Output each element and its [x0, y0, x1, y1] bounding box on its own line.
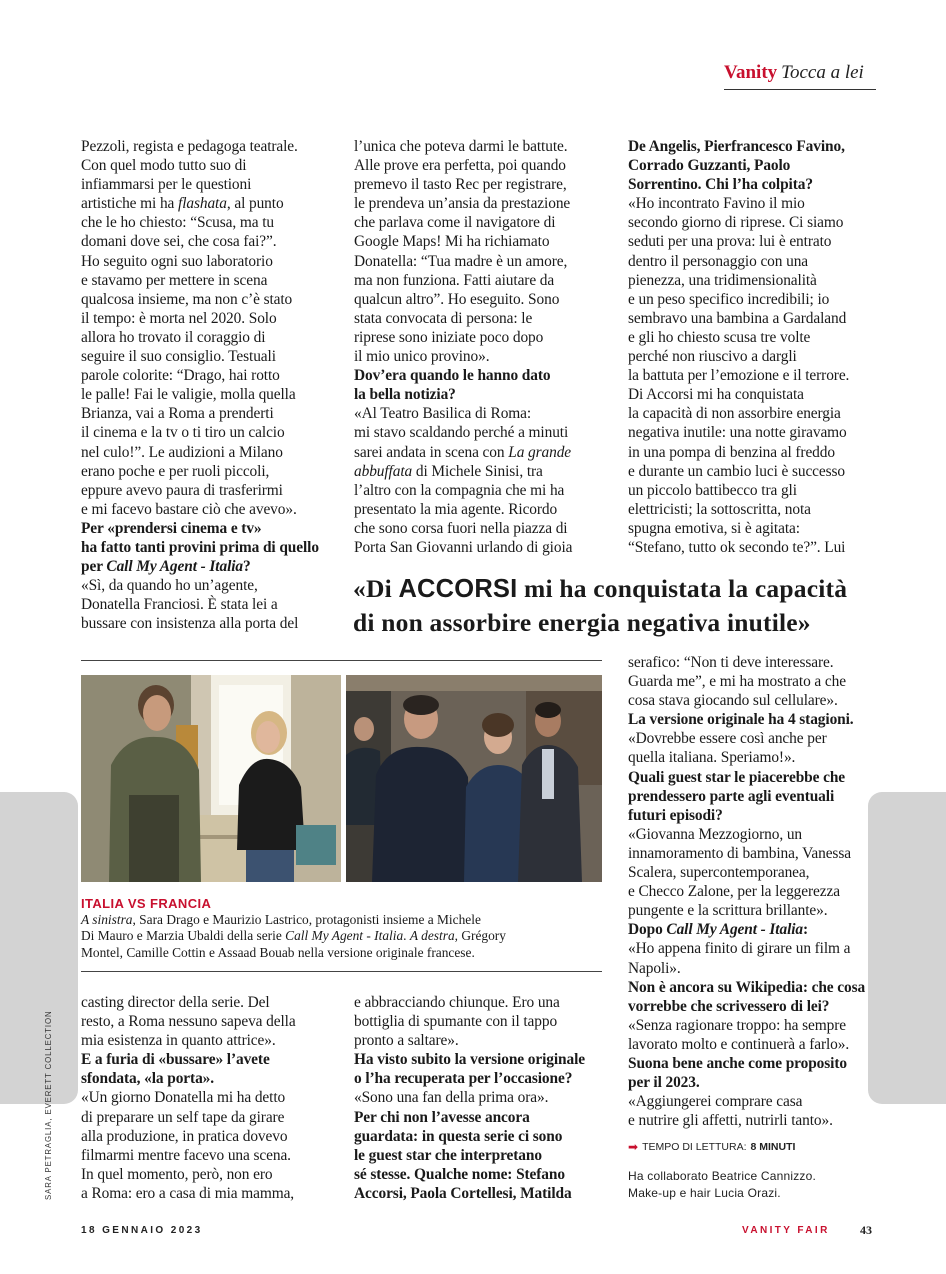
text-line: In quel momento, però, non ero [81, 1165, 273, 1183]
text-line: qualcun altro”. Ho eseguito. Sono [354, 290, 560, 308]
section-header [724, 62, 876, 92]
text-line: Sorrentino. Chi l’ha colpita? [628, 176, 813, 194]
arrow-right-icon: ➡ [628, 1140, 639, 1154]
text-line: nel culo!”. Le audizioni a Milano [81, 443, 283, 461]
text-line: artistiche mi ha flashata, al punto [81, 195, 284, 213]
text-line: premevo il tasto Rec per registrare, [354, 176, 567, 194]
text-line: e durante un cambio luci è successo [628, 462, 846, 480]
text-line: alla produzione, in pratica dovevo [81, 1127, 288, 1145]
text-line: che le ho chiesto: “Scusa, ma tu [81, 214, 274, 232]
caption-text [81, 912, 561, 961]
text-line: il cinema e la tv o ti tiro un calcio [81, 424, 285, 442]
text-line: il mio unico provino». [354, 348, 490, 366]
text-line: allora ho trovato il coraggio di [81, 328, 266, 346]
text-line: domani dove sei, che cosa fai?”. [81, 233, 277, 251]
pull-quote-pre: «Di [353, 574, 399, 603]
text-line: Di Accorsi mi ha conquistata [628, 386, 804, 404]
reading-time-value: 8 MINUTI [750, 1141, 796, 1153]
text-line: la bella notizia? [354, 386, 456, 404]
text-line: Guarda me”, e mi ha mostrato a che [628, 673, 846, 691]
text-line: abbuffata di Michele Sinisi, tra [354, 462, 543, 480]
text-line: un piccolo battibecco tra gli [628, 481, 797, 499]
text-line: perché non riuscivo a dargli [628, 348, 797, 366]
side-tab-right [868, 792, 946, 1104]
text-line: riprese sono iniziate poco dopo [354, 328, 544, 346]
text-line: «Giovanna Mezzogiorno, un [628, 825, 803, 843]
text-line: Alle prove era perfetta, poi quando [354, 157, 566, 175]
footer-date: 18 GENNAIO 2023 [81, 1225, 203, 1236]
pull-quote-line2: di non assorbire energia negativa inutile» [353, 608, 811, 637]
text-line: filmarmi mentre facevo una scena. [81, 1146, 291, 1164]
text-line: Per chi non l’avesse ancora [354, 1108, 530, 1126]
text-line: a Roma: ero a casa di mia mamma, [81, 1184, 295, 1202]
text-line: seguire il suo consiglio. Testuali [81, 348, 276, 366]
text-line: spugna emotiva, si è agitata: [628, 519, 800, 537]
text-line: De Angelis, Pierfrancesco Favino, [628, 138, 845, 155]
text-line: «Ho incontrato Favino il mio [628, 195, 805, 213]
text-line: parole colorite: “Drago, hai rotto [81, 367, 280, 385]
text-line: La versione originale ha 4 stagioni. [628, 711, 854, 729]
text-line: qualcosa insieme, ma non c’è stato [81, 290, 293, 308]
text-line: Porta San Giovanni urlando di gioia [354, 538, 573, 556]
text-line: stata convocata di persona: le [354, 309, 533, 327]
text-line: che parlava come il navigatore di [354, 214, 556, 232]
article-column-3-top [628, 137, 849, 557]
photo-credit: SARA PETRAGLIA, EVERETT COLLECTION [44, 1010, 53, 1200]
photo-bottom-rule [81, 971, 602, 972]
text-line: l’unica che poteva darmi le battute. [354, 138, 568, 155]
text-line: ma non funziona. Fatti aiutare da [354, 271, 555, 289]
text-line: la battuta per l’emozione e il terrore. [628, 367, 850, 385]
text-line: bottiglia di spumante con il tappo [354, 1013, 558, 1031]
text-line: «Aggiungerei comprare casa [628, 1093, 803, 1111]
text-line: e mi facevo bastare ciò che avevo». [81, 500, 297, 518]
text-line: e abbracciando chiunque. Ero una [354, 994, 560, 1011]
text-line: Ha visto subito la versione originale [354, 1051, 586, 1069]
text-line: e gli ho chiesto scusa tre volte [628, 328, 811, 346]
text-line: infiammarsi per le questioni [81, 176, 252, 194]
text-line: eppure avevo paura di trasferirmi [81, 481, 283, 499]
text-line: Accorsi, Paola Cortellesi, Matilda [354, 1184, 572, 1202]
text-line: guardata: in questa serie ci sono [354, 1127, 563, 1145]
collaborator-line: Make-up e hair Lucia Orazi. [628, 1186, 781, 1200]
text-line: secondo giorno di riprese. Ci siamo [628, 214, 844, 232]
text-line: l’altro con la compagnia che mi ha [354, 481, 565, 499]
text-line: Non è ancora su Wikipedia: che cosa [628, 978, 866, 996]
side-tab-left [0, 792, 78, 1104]
text-line: E a furia di «bussare» l’avete [81, 1051, 270, 1069]
text-line: Corrado Guzzanti, Paolo [628, 157, 791, 175]
collaborator-line: Ha collaborato Beatrice Cannizzo. [628, 1169, 817, 1183]
text-line: Pezzoli, regista e pedagoga teatrale. [81, 138, 298, 155]
text-line: Con quel modo tutto suo di [81, 157, 247, 175]
header-rule [724, 89, 876, 90]
text-line: Quali guest star le piacerebbe che [628, 768, 846, 786]
text-line: Suona bene anche come proposito [628, 1054, 847, 1072]
article-column-3-bottom [628, 653, 865, 1130]
text-line: bussare con insistenza alla porta del [81, 615, 299, 633]
article-column-2-top [354, 137, 572, 557]
text-line: Donatella Franciosi. È stata lei a [81, 596, 278, 614]
text-line: le palle! Fai le valigie, molla quella [81, 386, 296, 404]
text-line: cosa stava giocando sul cellulare». [628, 692, 838, 710]
text-line: sarei andata in scena con La grande [354, 443, 572, 461]
text-line: quella italiana. Speriamo!». [628, 749, 796, 767]
text-line: lavorato molto e continuerà a farlo». [628, 1035, 850, 1053]
text-line: o l’ha recuperata per l’occasione? [354, 1070, 573, 1088]
text-line: e Checco Zalone, per la leggerezza [628, 883, 840, 901]
text-line: Scalera, supercontemporanea, [628, 864, 810, 882]
text-line: il tempo: è morta nel 2020. Solo [81, 309, 277, 327]
text-line: e un peso specifico incredibili; io [628, 290, 830, 308]
photo-italian-cast [81, 675, 341, 882]
text-line: e stavamo per mettere in scena [81, 271, 268, 289]
footer-magazine: VANITY FAIR [742, 1225, 830, 1236]
page-number: 43 [860, 1223, 872, 1237]
photo-top-rule [81, 660, 602, 661]
text-line: prendessero parte agli eventuali [628, 787, 835, 805]
article-column-1-bottom [81, 993, 296, 1203]
text-line: «Dovrebbe essere così anche per [628, 730, 827, 748]
text-line: innamoramento di bambina, Vanessa [628, 844, 851, 862]
text-line: le guest star che interpretano [354, 1146, 542, 1164]
pull-quote [353, 572, 883, 639]
text-line: «Sono una fan della prima ora». [354, 1089, 549, 1107]
text-line: resto, a Roma nessuno sapeva della [81, 1013, 296, 1031]
text-line: vorrebbe che scrivessero di lei? [628, 997, 830, 1015]
text-line: sfondata, «la porta». [81, 1070, 215, 1088]
text-line: «Senza ragionare troppo: ha sempre [628, 1016, 846, 1034]
text-line: «Sì, da quando ho un’agente, [81, 577, 258, 595]
text-line: Per «prendersi cinema e tv» [81, 519, 262, 537]
text-line: dentro il personaggio con una [628, 252, 809, 270]
text-line: presentato la mia agente. Ricordo [354, 500, 558, 518]
text-line: di preparare un self tape da girare [81, 1108, 285, 1126]
section-name: Tocca a lei [781, 62, 864, 83]
caption-line: Montel, Camille Cottin e Assaad Bouab nella versione originale francese. [81, 944, 475, 960]
text-line: «Un giorno Donatella mi ha detto [81, 1089, 286, 1107]
text-line: le prendeva un’ansia da prestazione [354, 195, 571, 213]
pull-quote-line1: mi ha conquistata la capacità [517, 574, 848, 603]
text-line: che sono corsa fuori nella piazza di [354, 519, 568, 537]
text-line: casting director della serie. Del [81, 994, 270, 1011]
text-line: sembravo una bambina a Gardaland [628, 309, 847, 327]
article-column-1-top [81, 137, 319, 633]
text-line: Dopo Call My Agent - Italia: [628, 921, 809, 939]
article-column-2-bottom [354, 993, 585, 1203]
caption-line: Di Mauro e Marzia Ubaldi della serie Call My Agent - Italia. A destra, Grégory [81, 928, 506, 944]
text-line: Ho seguito ogni suo laboratorio [81, 252, 273, 270]
text-line: serafico: “Non ti deve interessare. [628, 654, 834, 671]
text-line: “Stefano, tutto ok secondo te?”. Lui [628, 538, 846, 556]
text-line: sé stesse. Qualche nome: Stefano [354, 1165, 565, 1183]
text-line: per il 2023. [628, 1074, 700, 1092]
brand-name: Vanity [724, 62, 778, 83]
reading-time [628, 1140, 795, 1154]
text-line: mi stavo scaldando perché a minuti [354, 424, 569, 442]
text-line: mia esistenza in quanto attrice». [81, 1032, 276, 1050]
text-line: seduti per una prova: lui è entrato [628, 233, 832, 251]
caption-title: ITALIA VS FRANCIA [81, 896, 212, 911]
text-line: Donatella: “Tua madre è un amore, [354, 252, 568, 270]
text-line: per Call My Agent - Italia? [81, 558, 251, 576]
text-line: Dov’era quando le hanno dato [354, 367, 551, 385]
collaborators [628, 1168, 816, 1202]
text-line: la capacità di non assorbire energia [628, 405, 841, 423]
text-line: elettricisti; la sottoscritta, nota [628, 500, 811, 518]
photo-french-cast [346, 675, 602, 882]
caption-line: A sinistra, Sara Drago e Maurizio Lastrico, protagonisti insieme a Michele [81, 912, 481, 927]
text-line: pungente e la scrittura brillante». [628, 902, 828, 920]
reading-time-label: TEMPO DI LETTURA: [642, 1141, 747, 1153]
text-line: negativa inutile: una notte giravamo [628, 424, 847, 442]
text-line: in una pompa di benzina al freddo [628, 443, 835, 461]
text-line: e nutrire gli affetti, nutrirli tanto». [628, 1112, 833, 1130]
text-line: pienezza, una tridimensionalità [628, 271, 817, 289]
text-line: «Ho appena finito di girare un film a [628, 940, 851, 958]
text-line: Brianza, vai a Roma a prenderti [81, 405, 274, 423]
text-line: Napoli». [628, 959, 681, 977]
text-line: «Al Teatro Basilica di Roma: [354, 405, 532, 423]
text-line: Google Maps! Mi ha richiamato [354, 233, 550, 251]
text-line: erano poche e per ruoli piccoli, [81, 462, 270, 480]
text-line: ha fatto tanti provini prima di quello [81, 538, 319, 556]
text-line: futuri episodi? [628, 806, 723, 824]
pull-quote-highlight: ACCORSI [398, 575, 518, 603]
text-line: pronto a saltare». [354, 1032, 459, 1050]
